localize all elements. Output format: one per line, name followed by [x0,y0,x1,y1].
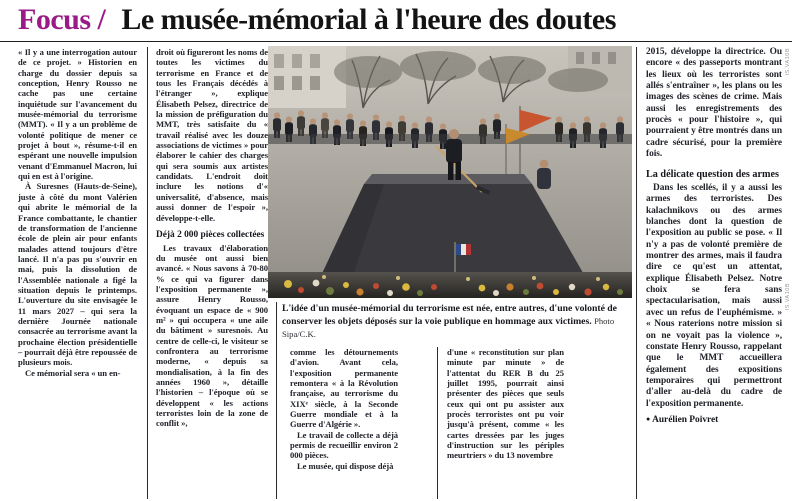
text-column-2 [156,47,268,429]
section-kicker: Focus / [18,3,106,36]
column-divider [147,47,148,499]
photo-credit: Photo Sipa/C.K. [282,316,615,340]
column-divider [636,47,637,499]
memorial-photo [268,46,632,298]
text-column-5 [646,47,782,426]
article-paragraph: Dans les scellés, il y a aussi les armes des terroristes. Des kalachnikovs ou des armes blanches dont la question de l'exposition au public se pose. « Il n'y a pas de volonté première de montrer des armes, mais il faudra dire ce qu'est un attentat, explique Élisabeth Pelsez. Notre choix se fera sans spectacularisation, mais aussi avec un refus de l'euphémisme. » « Nous raterions notre mission si on ne voyait pas la violence », constate Henry Rousso, rappelant que le MMT accueillera également des expositions temporaires qui permettront d'aller au-delà du cadre de l'exposition permanente. [646,183,782,409]
article-paragraph: d'une « reconstitution sur plan minute par minute » de l'attentat du RER B du 25 juillet 1995, pourrait ainsi présenter des pièces que seuls ceux qui ont pu assister aux procès terroristes ont pu voir jusqu'à présent, comme « les cartes dressées par les juges d'instruction sur les périples meurtriers » du 13 novembre [447,347,564,461]
text-column-3 [290,347,398,471]
byline [646,414,782,426]
header-rule [0,41,792,42]
article-paragraph: « Il y a une interrogation autour de ce projet. » Historien en charge du dossier depuis sa conception, Henry Rousso ne cache pas une certaine inquiétude sur l'avancement du musée-mémorial du terrorisme (MMT). « Il y a un problème de volonté politique de mener ce projet à bout », résume-t-il en espérant une nouvelle impulsion venant d'Emmanuel Macron, lui qui en est à l'origine. [18,47,137,182]
article-paragraph: Le musée, qui dispose déjà [297,460,394,471]
article-header [18,0,616,38]
edge-mark-mid: IS.VA10B [785,283,791,311]
column-divider [276,302,277,499]
article-title: Le musée-mémorial à l'heure des doutes [121,3,616,36]
memorial-photo-illustration [268,46,632,298]
article-paragraph: À Suresnes (Hauts-de-Seine), juste à côté du mont Valérien qui abrite le mémorial de la France combattante, le chantier de transformation de l'ancienne école de plein air pour enfants malades attend toujours d'être lancé. Il n'a pas pu s'ouvrir en mai, puis la dissolution de l'Assemblée nationale a figé la situation depuis le printemps. L'ouverture du site envisagée le 11 mars 2027 – qui sera la dernière Journée nationale consacrée au terrorisme avant la prochaine élection présidentielle – pourrait déjà être repoussée de plusieurs mois. [18,181,137,368]
article-paragraph: comme les détournements d'avion. Avant cela, l'exposition permanente remontera « à la Révolution française, au terrorisme du XIXᵉ siècle, à la Seconde Guerre mondiale et à la Guerre d'Algérie ». [290,347,398,430]
byline-bullet-icon: ● [646,414,651,423]
article-paragraph: Le travail de collecte a déjà permis de recueillir environ 2 000 pièces. [290,429,398,461]
photo-caption-text: L'idée d'un musée-mémorial du terrorisme est née, entre autres, d'une volonté de conserver les objets déposés sur la voie publique en hommage aux victimes. [282,303,617,328]
article-paragraph: droit où figureront les noms de toutes les victimes du terrorisme en France et de tous les Français décédés à l'étranger », explique Élisabeth Pelsez, directrice de la mission de préfiguration du MMT, très satisfaite du « travail réalisé avec les douze associations de victimes » pour élaborer le cahier des charges qui sera soumis aux artistes candidats. L'endroit doit inclure les notions d'« universalité, d'absence, mais aussi donner de l'espoir », développe-t-elle. [156,47,268,223]
text-column-1 [18,47,137,378]
byline-author: Aurélien Poivret [652,414,719,425]
article-paragraph: Les travaux d'élaboration du musée ont aussi bien avancé. « Nous savons à 70-80 % ce qui va figurer dans l'exposition permanente », assure Henry Rousso, évoquant un espace de « 900 m² » qui occupera « une aile du bâtiment » suresnois. Au centre de celle-ci, le visiteur se confrontera au terrorisme moderne, « depuis sa mondialisation, à la fin des années 1960 », détaille l'historien – l'époque où se développent « les actions terroristes loin de la zone de conflit », [156,242,268,429]
photo-caption [282,303,631,342]
article-paragraph: 2015, développe la directrice. Ou encore « des passeports montrant les lieux où les terroristes sont allés s'entraîner », les plans ou les images des scènes de crime. Mais aussi les enregistrements des procès « pour l'histoire », qui pourraient y être montrés dans un cadre sécurisé, pour la première fois. [646,47,782,160]
section-subhead: La délicate question des armes [646,169,779,181]
article-paragraph: Ce mémorial sera « un en- [25,367,121,378]
column-divider [437,347,438,499]
edge-mark-top: IS.VA10B [785,48,791,76]
section-subhead: Déjà 2 000 pièces collectées [156,229,265,240]
text-column-4 [447,347,564,461]
